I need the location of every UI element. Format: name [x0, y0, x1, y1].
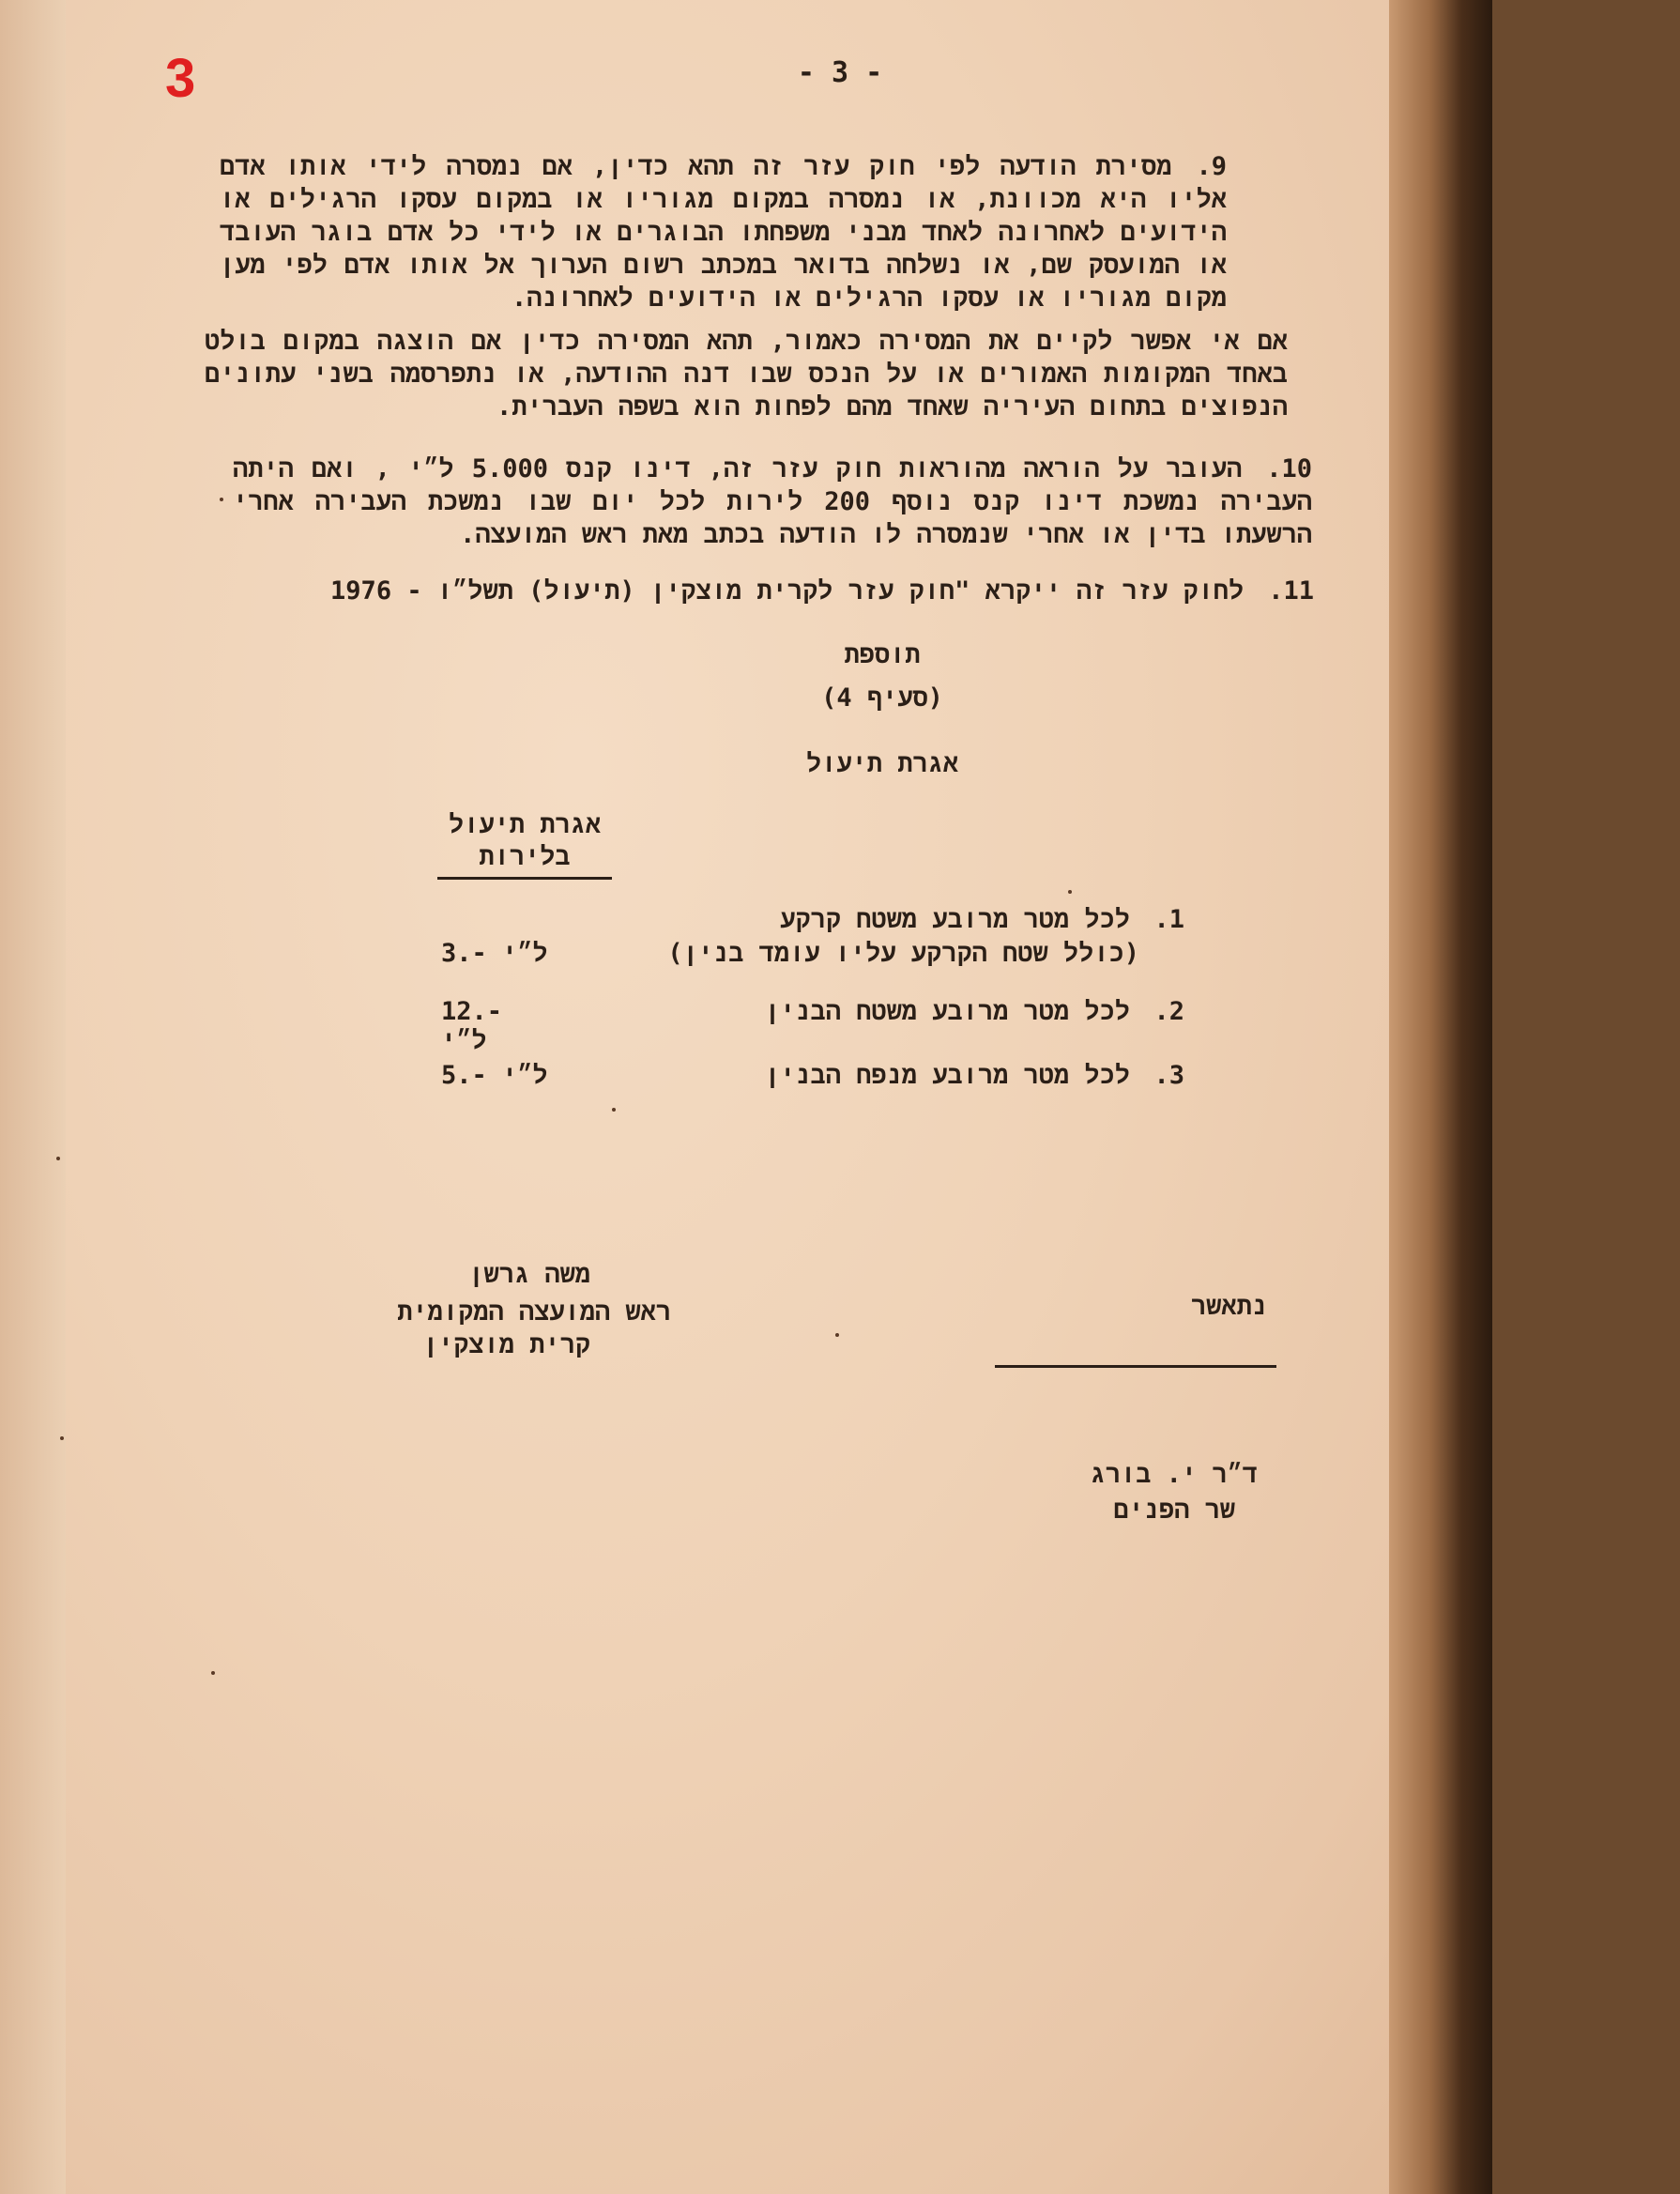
approved-label: נתאשר [1190, 1292, 1267, 1321]
minister-title: שר הפנים [1113, 1496, 1235, 1525]
section-11-text: לחוק עזר זה ייקרא "חוק עזר לקרית מוצקין (תיעול) תשל״ו - 1976 [330, 576, 1245, 606]
scan-page-mark: 3 [165, 48, 196, 109]
mayor-signature-block [347, 1256, 671, 1359]
fee-item-2-rate: 12.- ל״י [441, 997, 503, 1055]
section-10-text: העובר על הוראה מהוראות חוק עזר זה, דינו קנס 5.000 ל״י , ואם היתה העבירה נמשכת דינו קנס נוסף 200 לירות לכל יום שבו נמשכת העבירה אחרי הרשעתו בדין או אחרי שנמסרה לו הודעה בכתב מאת ראש המועצה. [233, 454, 1312, 549]
section-11 [263, 575, 1314, 607]
mayor-name: משה גרשן [468, 1260, 590, 1289]
fee-item-3-number: 3. [1153, 1061, 1184, 1090]
section-9-continuation [205, 325, 1288, 423]
paper-speck [60, 1436, 64, 1440]
rate-column-header-line2: בלירות [479, 842, 571, 871]
annex-heading: אגרת תיעול [805, 749, 959, 778]
book-spine-shadow [1389, 0, 1492, 2194]
approval-signature-line [995, 1365, 1276, 1368]
fee-item-2 [765, 995, 1184, 1029]
section-11-number: 11. [1268, 576, 1314, 606]
fee-item-1 [667, 903, 1184, 971]
mayor-title: ראש המועצה המקומית [397, 1297, 671, 1327]
section-9b-text: אם אי אפשר לקיים את המסירה כאמור, תהא המסירה כדין אם הוצגה במקום בולט באחד המקומות האמורים או על הנכס שבו דנה ההודעה, או נתפרסמה בשני עתונים הנפוצים בתחום העיריה שאחד מהם לפחות הוא בשפה העברית. [205, 327, 1288, 422]
fee-item-1-rate: 3.- ל״י [441, 939, 548, 968]
fee-item-1-note: (כולל שטח הקרקע עליו עומד בנין) [667, 939, 1139, 968]
section-10-number: 10. [1266, 454, 1312, 483]
fee-item-1-number: 1. [1153, 905, 1184, 934]
paper-speck [1068, 890, 1072, 894]
section-10 [233, 453, 1312, 551]
fee-item-1-label: לכל מטר מרובע משטח קרקע [780, 905, 1130, 934]
rate-column-header-line1: אגרת תיעול [448, 810, 602, 839]
paper-speck [612, 1108, 616, 1112]
mayor-place: קרית מוצקין [422, 1330, 590, 1359]
paper-speck [56, 1157, 60, 1160]
section-9-text: מסירת הודעה לפי חוק עזר זה תהא כדין, אם נמסרה לידי אותו אדם אליו היא מכוונת, או נמסרה במקום מגוריו או במקום עסקו הרגילים או הידועים לאחרונה לאחד מבני משפחתו הבוגרים או לידי כל אדם בוגר העובד או המועסק שם, או נשלחה בדואר במכתב רשום הערוך אל אותו אדם לפי מען מקום מגוריו או עסקו הרגילים או הידועים לאחרונה. [220, 152, 1227, 313]
fee-item-3-rate: 5.- ל״י [441, 1061, 548, 1090]
fee-item-2-number: 2. [1153, 997, 1184, 1026]
section-9-number: 9. [1196, 152, 1227, 181]
section-9 [220, 150, 1227, 315]
paper-speck [211, 1671, 215, 1675]
annex-subtitle: (סעיף 4) [821, 683, 943, 713]
fee-item-2-label: לכל מטר מרובע משטח הבנין [764, 997, 1130, 1026]
page-number: - 3 - [797, 56, 883, 89]
fee-item-3-label: לכל מטר מרובע מנפח הבנין [764, 1061, 1130, 1090]
annex-title: תוספת [844, 640, 921, 669]
paper-speck [220, 498, 223, 501]
rate-column-header [437, 809, 612, 880]
page-edge [0, 0, 66, 2194]
minister-name: ד״ר י. בורג [1090, 1460, 1258, 1489]
fee-item-3 [765, 1059, 1184, 1093]
paper-speck [835, 1333, 839, 1337]
minister-signature-block [1014, 1457, 1258, 1528]
